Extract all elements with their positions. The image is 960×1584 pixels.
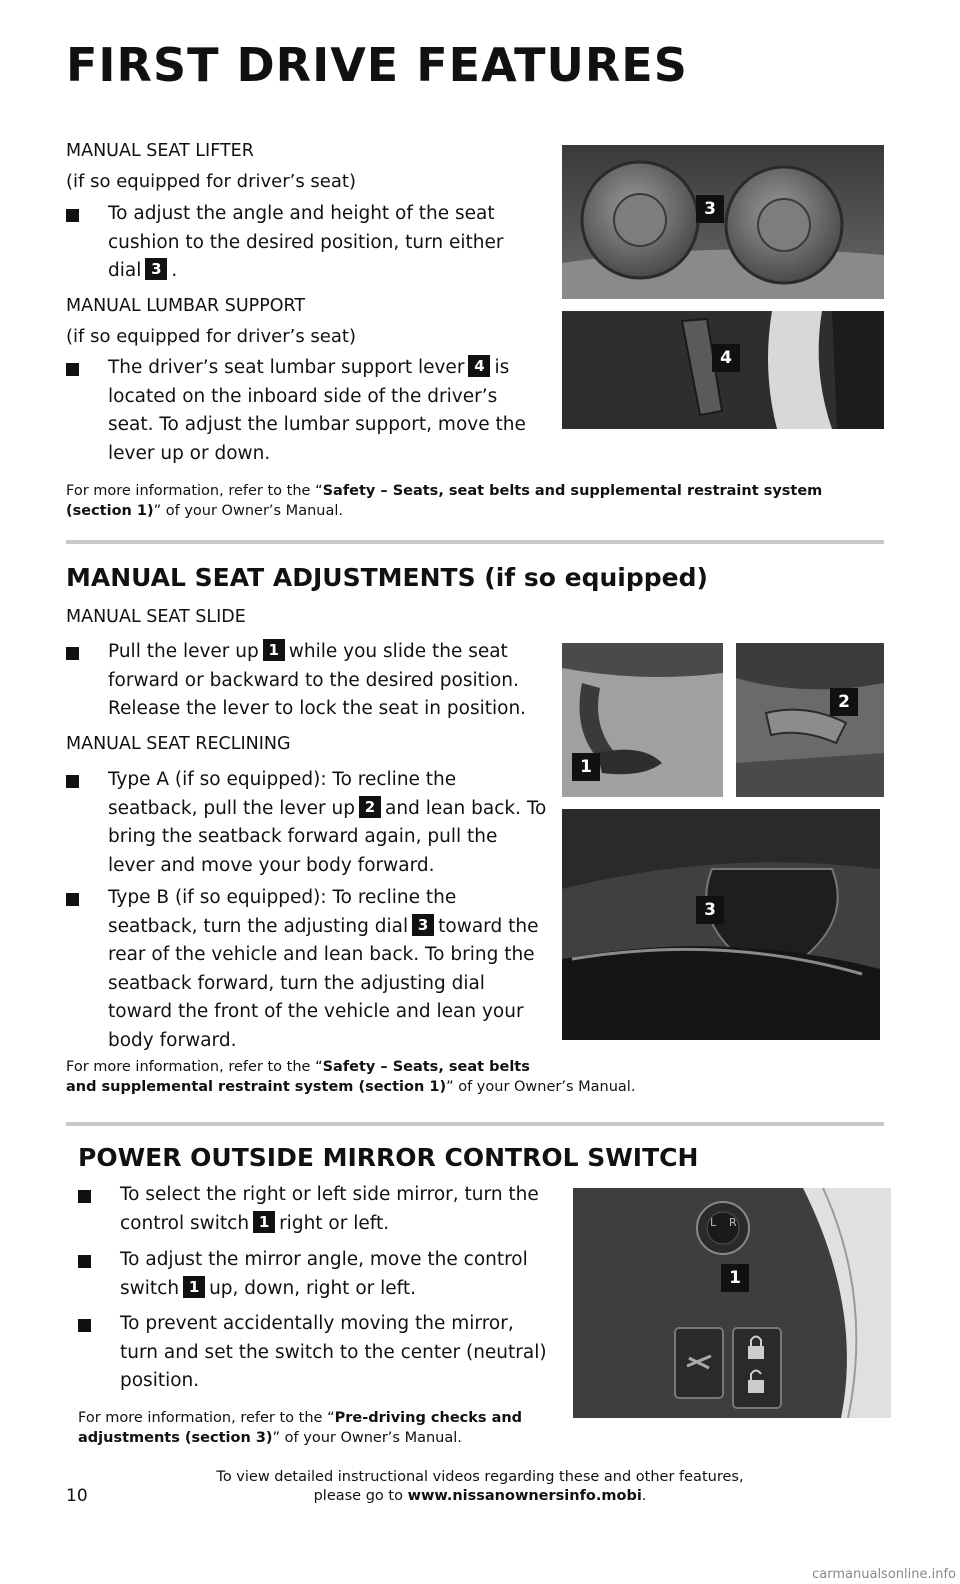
recline-lever-photo — [736, 643, 884, 797]
dial-front — [582, 162, 698, 278]
bullet-square-icon — [78, 1190, 91, 1203]
seat-adjustments-heading: MANUAL SEAT ADJUSTMENTS (if so equipped) — [66, 563, 708, 592]
callout-badge: 3 — [412, 914, 434, 936]
recline-heading: MANUAL SEAT RECLINING — [66, 734, 291, 754]
recline-dial-illustration — [562, 809, 880, 1040]
footer-link[interactable]: www.nissanownersinfo.mobi — [407, 1488, 642, 1504]
lumbar-heading-line1: MANUAL LUMBAR SUPPORT — [66, 296, 306, 316]
seat-slide-photo — [562, 643, 723, 797]
lumbar-heading-line2: (if so equipped for driver’s seat) — [66, 326, 356, 347]
recline-lever-illustration — [736, 643, 884, 797]
section-divider — [66, 1122, 884, 1126]
section-divider — [66, 540, 884, 544]
note-2: For more information, refer to the “Safety – Seats, seat belts and supplemental restraint system (section 1)” of your Owner’s Manual. — [66, 1059, 636, 1095]
callout-badge: 2 — [830, 688, 858, 716]
lifter-heading-line2: (if so equipped for driver’s seat) — [66, 171, 356, 192]
seat-dial-photo — [562, 145, 884, 299]
bullet-square-icon — [66, 363, 79, 376]
lumbar-heading — [66, 292, 536, 351]
mirror-bullet-3: To prevent accidentally moving the mirror, turn and set the switch to the center (neutral) position. — [120, 1310, 550, 1396]
callout-badge: 2 — [359, 796, 381, 818]
callout-badge: 1 — [721, 1264, 749, 1292]
bullet-square-icon — [66, 775, 79, 788]
page-title: FIRST DRIVE FEATURES — [66, 38, 688, 92]
callout-badge: 3 — [145, 258, 167, 280]
recline-type-a-bullet: Type A (if so equipped): To recline the seatback, pull the lever up 2 and lean back. To bring the seatback forward again, pull the lever and move your body forward. — [108, 766, 548, 880]
footer-note: To view detailed instructional videos regarding these and other features, please go to www.nissanownersinfo.mobi. — [216, 1469, 744, 1504]
mirror-switch-heading: POWER OUTSIDE MIRROR CONTROL SWITCH — [78, 1143, 699, 1172]
callout-badge: 3 — [696, 195, 724, 223]
mirror-bullet-1: To select the right or left side mirror, turn the control switch 1 right or left. — [120, 1181, 560, 1238]
mirror-switch-photo — [573, 1188, 891, 1418]
callout-badge: 4 — [712, 344, 740, 372]
recline-dial-photo — [562, 809, 880, 1040]
recline-type-b-bullet: Type B (if so equipped): To recline the seatback, turn the adjusting dial 3 toward the rear of the vehicle and lean back. To bring the seatback forward, turn the adjusting dial toward the front of the vehicle and lean your body forward. — [108, 884, 550, 1055]
note-1: For more information, refer to the “Safety – Seats, seat belts and supplemental restraint system (section 1)” of your Owner’s Manual. — [66, 483, 823, 519]
lumbar-lever-photo — [562, 311, 884, 429]
lifter-heading — [66, 137, 536, 196]
mirror-switch-illustration — [573, 1188, 891, 1418]
callout-badge: 1 — [183, 1276, 205, 1298]
switch-label-l: L — [710, 1216, 717, 1229]
lifter-bullet: To adjust the angle and height of the seat cushion to the desired position, turn either dial 3 . — [108, 200, 538, 286]
bullet-square-icon — [66, 893, 79, 906]
door-lock-switch — [733, 1328, 781, 1408]
mirror-bullet-2: To adjust the mirror angle, move the control switch 1 up, down, right or left. — [120, 1246, 560, 1303]
slide-bullet: Pull the lever up 1 while you slide the seat forward or backward to the desired position. Release the lever to lock the seat in position. — [108, 638, 544, 724]
bullet-square-icon — [66, 209, 79, 222]
callout-badge: 3 — [696, 896, 724, 924]
callout-badge: 4 — [468, 355, 490, 377]
callout-badge: 1 — [253, 1211, 275, 1233]
switch-label-r: R — [729, 1216, 737, 1229]
bullet-square-icon — [66, 647, 79, 660]
bullet-square-icon — [78, 1319, 91, 1332]
slide-heading: MANUAL SEAT SLIDE — [66, 607, 246, 627]
callout-badge: 1 — [263, 639, 285, 661]
watermark: carmanualsonline.info — [812, 1567, 956, 1582]
callout-badge: 1 — [572, 753, 600, 781]
note-3: For more information, refer to the “Pre-driving checks and adjustments (section 3)” of your Owner’s Manual. — [78, 1410, 523, 1446]
lifter-heading-line1: MANUAL SEAT LIFTER — [66, 141, 254, 161]
mirror-switch-knob — [697, 1202, 749, 1254]
page-number: 10 — [66, 1486, 88, 1506]
dial-rear — [726, 167, 842, 283]
window-lock-button — [675, 1328, 723, 1398]
lumbar-bullet: The driver’s seat lumbar support lever 4 is located on the inboard side of the driver’s seat. To adjust the lumbar support, move the lever up or down. — [108, 354, 544, 468]
bullet-square-icon — [78, 1255, 91, 1268]
